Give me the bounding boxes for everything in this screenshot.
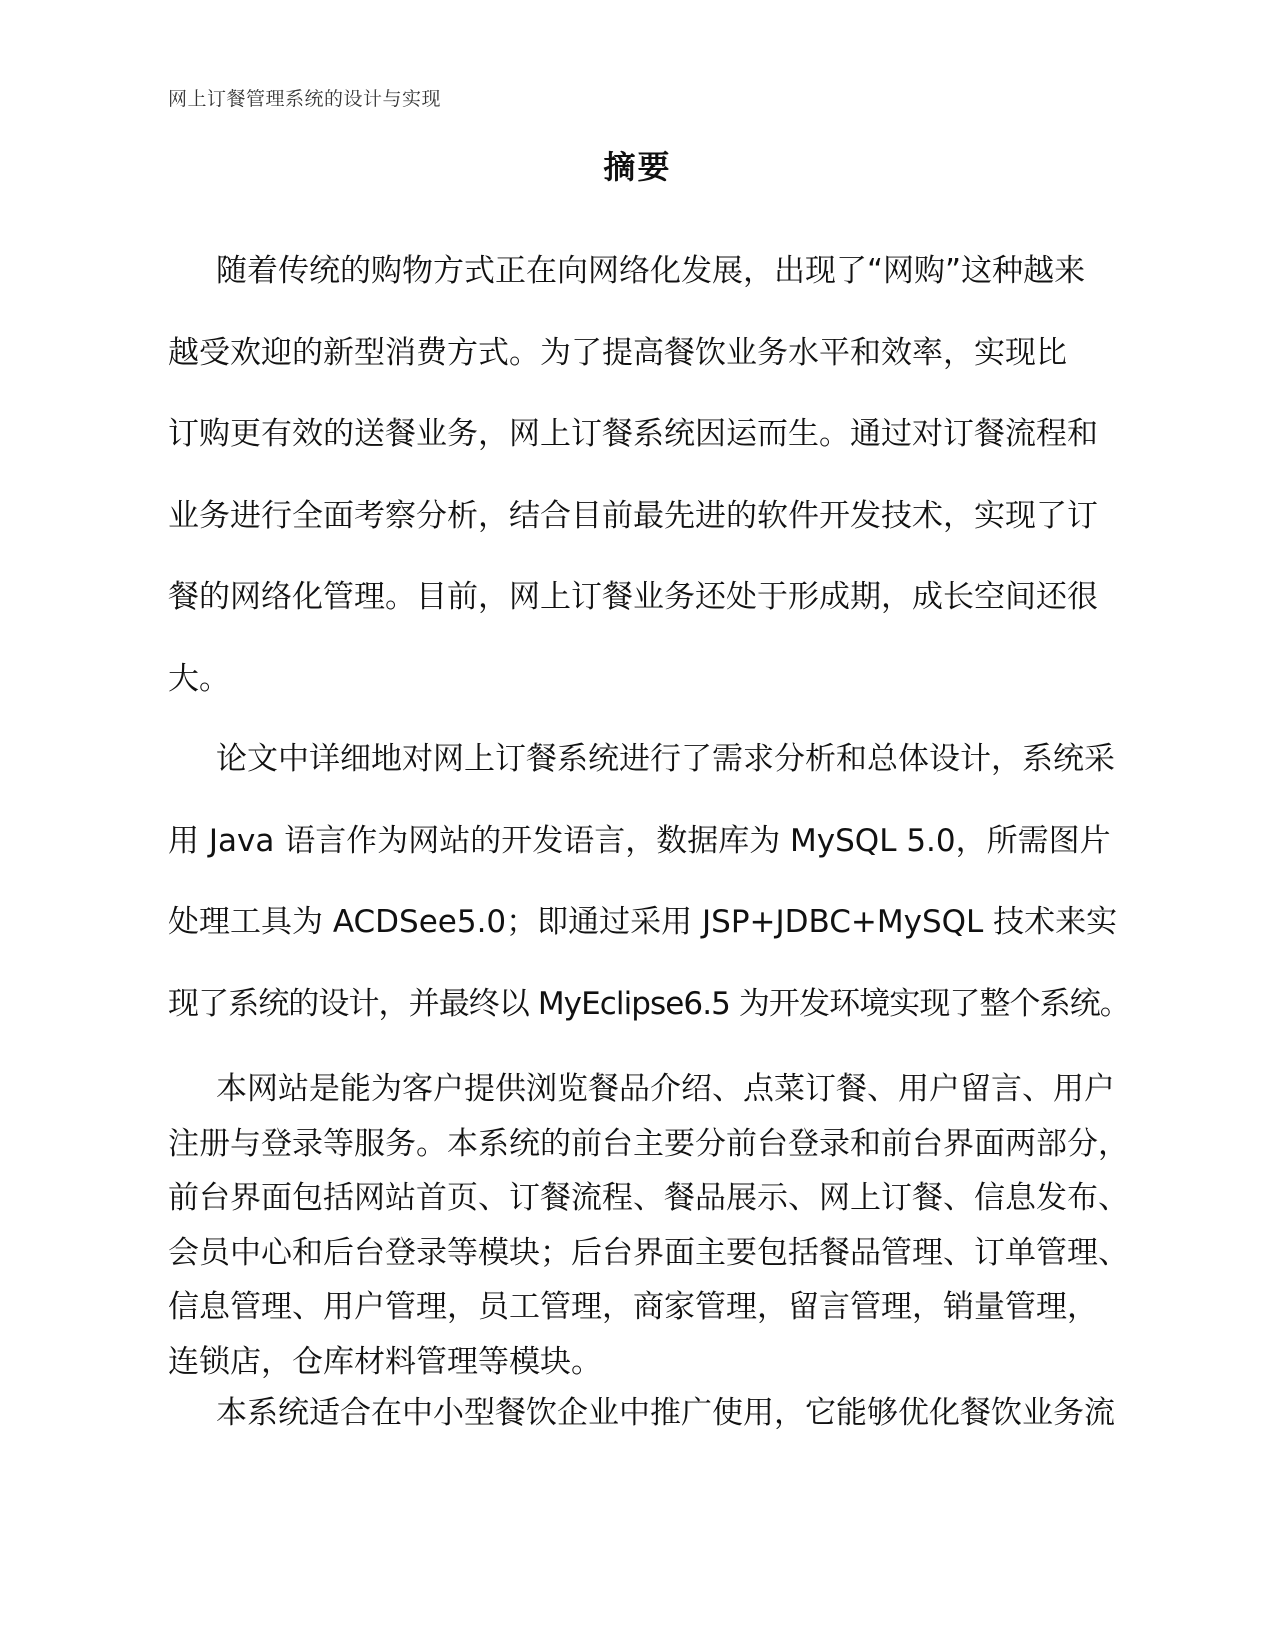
paragraph-line: 业务进行全面考察分析，结合目前最先进的软件开发技术，实现了订 xyxy=(168,497,1098,534)
paragraph-line: 注册与登录等服务。本系统的前台主要分前台登录和前台界面两部分， xyxy=(168,1125,1129,1162)
paragraph-line: 大。 xyxy=(168,660,230,697)
paragraph-line: 用 Java 语言作为网站的开发语言，数据库为 MySQL 5.0，所需图片 xyxy=(168,822,1111,859)
paragraph-line: 餐的网络化管理。目前，网上订餐业务还处于形成期，成长空间还很 xyxy=(168,579,1098,615)
paragraph-line: 越受欢迎的新型消费方式。为了提高餐饮业务水平和效率，实现比 xyxy=(168,334,1067,371)
running-header: 网上订餐管理系统的设计与实现 xyxy=(168,88,442,110)
abstract-paragraph-1 xyxy=(168,248,1130,737)
paragraph-line: 本系统适合在中小型餐饮企业中推广使用，它能够优化餐饮业务流 xyxy=(216,1395,1115,1431)
paragraph-line: 现了系统的设计，并最终以 MyEclipse6.5 为开发环境实现了整个系统。 xyxy=(168,985,1130,1022)
paragraph-line: 处理工具为 ACDSee5.0；即通过采用 JSP+JDBC+MySQL 技术来实 xyxy=(168,904,1118,940)
paragraph-line: 订购更有效的送餐业务，网上订餐系统因运而生。通过对订餐流程和 xyxy=(168,416,1098,452)
abstract-paragraph-2 xyxy=(168,736,1130,1062)
paragraph-line: 连锁店，仓库材料管理等模块。 xyxy=(168,1343,602,1380)
paragraph-line: 前台界面包括网站首页、订餐流程、餐品展示、网上订餐、信息发布、 xyxy=(168,1180,1129,1217)
abstract-paragraph-3 xyxy=(168,1066,1130,1394)
abstract-paragraph-4 xyxy=(168,1390,1130,1445)
abstract-title: 摘要 xyxy=(603,148,672,186)
paragraph-line: 会员中心和后台登录等模块；后台界面主要包括餐品管理、订单管理、 xyxy=(168,1234,1129,1271)
paragraph-line: 信息管理、用户管理，员工管理，商家管理，留言管理，销量管理， xyxy=(168,1289,1098,1326)
paragraph-line: 随着传统的购物方式正在向网络化发展，出现了“网购”这种越来 xyxy=(216,253,1086,289)
paragraph-line: 本网站是能为客户提供浏览餐品介绍、点菜订餐、用户留言、用户 xyxy=(216,1071,1115,1107)
paragraph-line: 论文中详细地对网上订餐系统进行了需求分析和总体设计，系统采 xyxy=(216,741,1115,777)
